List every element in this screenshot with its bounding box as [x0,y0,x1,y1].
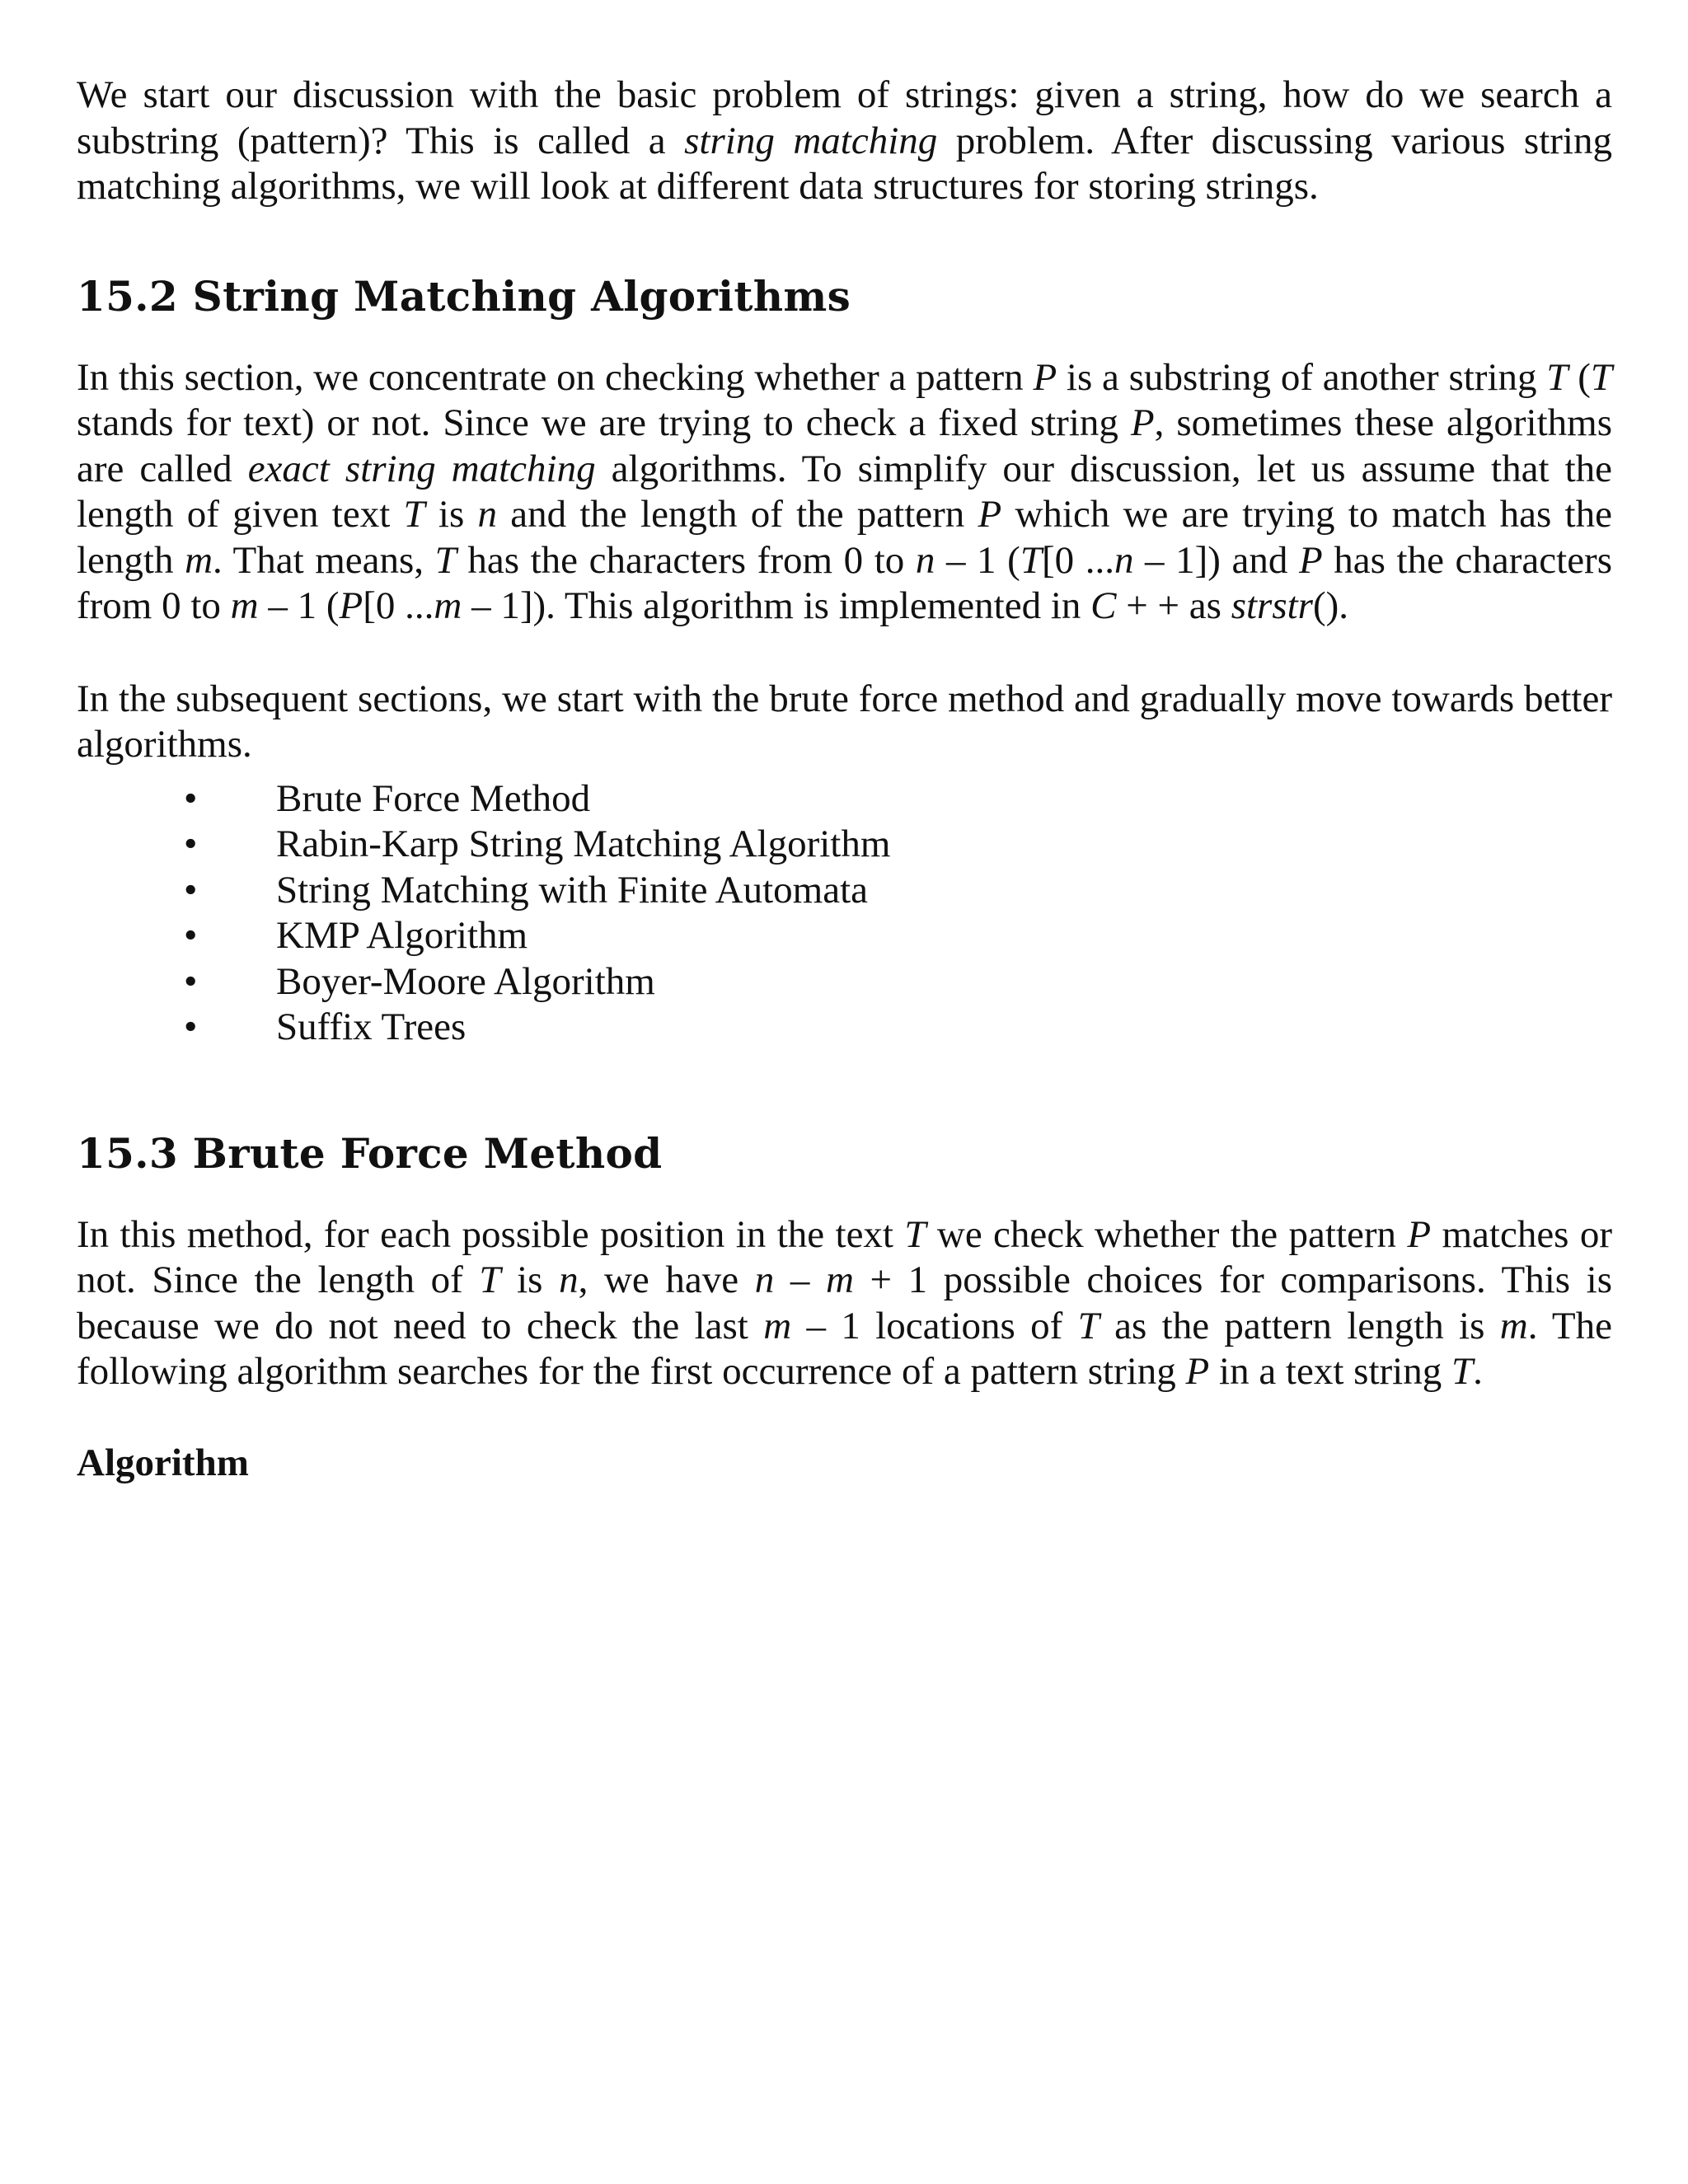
algorithm-heading: Algorithm [77,1441,249,1484]
text-run: – [774,1258,826,1301]
math-var-p: P [1407,1212,1432,1256]
text-run: in a text string [1209,1350,1451,1393]
text-run: we check whether the pattern [926,1212,1408,1256]
bullet-icon: • [184,914,198,957]
text-run: – 1]). This algorithm is implemented in [462,584,1091,627]
list-item-label: Rabin-Karp String Matching Algorithm [276,823,891,865]
math-var-p: P [339,584,363,627]
bullet-icon: • [184,776,198,820]
math-var-t: T [479,1258,501,1301]
text-run: matches or not. Since the length of [77,1212,1612,1301]
text-run: – 1 ( [258,584,340,627]
math-var-n: n [477,493,497,536]
emphasis-string-matching: string matching [684,119,938,162]
math-var-t: T [1451,1350,1474,1393]
list-item-label: Boyer-Moore Algorithm [276,959,655,1003]
text-run: , sometimes these algorithms are called [77,401,1612,490]
text-run: – 1 ( [935,538,1020,582]
list-item [77,868,1612,914]
math-var-p: P [1033,355,1057,399]
list-item-label: Suffix Trees [276,1005,467,1048]
text-run: . The following algorithm searches for the first occurrence of a pattern string [77,1304,1612,1393]
list-item-label: String Matching with Finite Automata [276,868,869,912]
math-var-n: n [559,1258,579,1301]
math-var-m: m [185,538,213,582]
bullet-icon: • [184,959,198,1003]
math-var-m: m [230,584,259,627]
math-var-n: n [1114,538,1134,582]
text-run: which we are trying to match has the length [77,493,1612,582]
section-heading-15-2: 15.2 String Matching Algorithms [77,271,851,321]
text-run: [0 ... [363,584,434,627]
math-var-m: m [1499,1304,1528,1347]
intro-text: problem. After discussing various string matching algorithms, we will look at different data structures for storing strings. [77,119,1612,208]
math-var-t: T [1077,1304,1100,1347]
text-run: as the pattern length is [1099,1304,1500,1347]
list-item-label: KMP Algorithm [276,914,528,957]
text-run: In this section, we concentrate on checking whether a pattern [77,355,1034,399]
text-run: has the characters from 0 to [77,538,1612,627]
text-run: . [1473,1350,1483,1393]
text-run: . That means, [213,538,435,582]
list-item [77,822,1612,868]
math-var-p: P [1130,401,1155,444]
math-var-t: T [1590,355,1612,399]
intro-paragraph [77,73,1612,210]
document-page [77,73,1612,1486]
text-run: and the length of the pattern [497,493,978,536]
text-run: [0 ... [1041,538,1114,582]
list-item-label: Brute Force Method [276,776,591,820]
text-run: is [424,493,478,536]
text-run: In this method, for each possible position in the text [77,1212,905,1256]
text-run: algorithms. To simplify our discussion, let us assume that the length of given text [77,447,1613,536]
math-var-t: T [1546,355,1568,399]
math-var-t: T [904,1212,926,1256]
text-run: , we have [578,1258,755,1301]
math-var-p: P [1185,1350,1210,1393]
text-run: + + as [1116,584,1231,627]
text-run: + 1 possible choices for comparisons. This is because we do not need to check the last [77,1258,1613,1347]
math-var-p: P [978,493,1002,536]
math-var-p: P [1298,538,1323,582]
math-var-t: T [434,538,457,582]
bullet-icon: • [184,868,198,912]
list-item [77,776,1612,823]
section-15-2-paragraph-1 [77,355,1612,630]
math-var-n: n [754,1258,775,1301]
section-heading-15-3: 15.3 Brute Force Method [77,1128,663,1178]
list-item [77,959,1612,1005]
text-run: – 1]) and [1133,538,1299,582]
section-15-3-paragraph [77,1212,1612,1395]
section-15-2-paragraph-2: In the subsequent sections, we start with the brute force method and gradually move towards better algorithms. [77,677,1612,766]
math-var-t: T [403,493,425,536]
math-var-m: m [434,584,462,627]
method-list [77,776,1612,1051]
math-var-n: n [915,538,935,582]
bullet-icon: • [184,1005,198,1048]
text-run: has the characters from 0 to [456,538,916,582]
text-run: is [500,1258,560,1301]
math-var-m: m [763,1304,792,1347]
list-item [77,913,1612,959]
math-var-t: T [1020,538,1042,582]
math-var-c: C [1090,584,1117,627]
emphasis-exact-string-matching: exact string matching [247,447,596,490]
text-run: stands for text) or not. Since we are trying to check a fixed string [77,401,1131,444]
math-var-m: m [825,1258,854,1301]
intro-text: We start our discussion with the basic problem of strings: given a string, how do we search a substring (pattern)? This is called a [77,73,1612,162]
bullet-icon: • [184,823,198,865]
text-run: (). [1312,584,1349,627]
list-item [77,1005,1612,1051]
text-run: is a substring of another string [1057,355,1547,399]
text-run: – 1 locations of [791,1304,1078,1347]
function-name-strstr: strstr [1231,584,1313,627]
text-run: ( [1568,355,1591,399]
